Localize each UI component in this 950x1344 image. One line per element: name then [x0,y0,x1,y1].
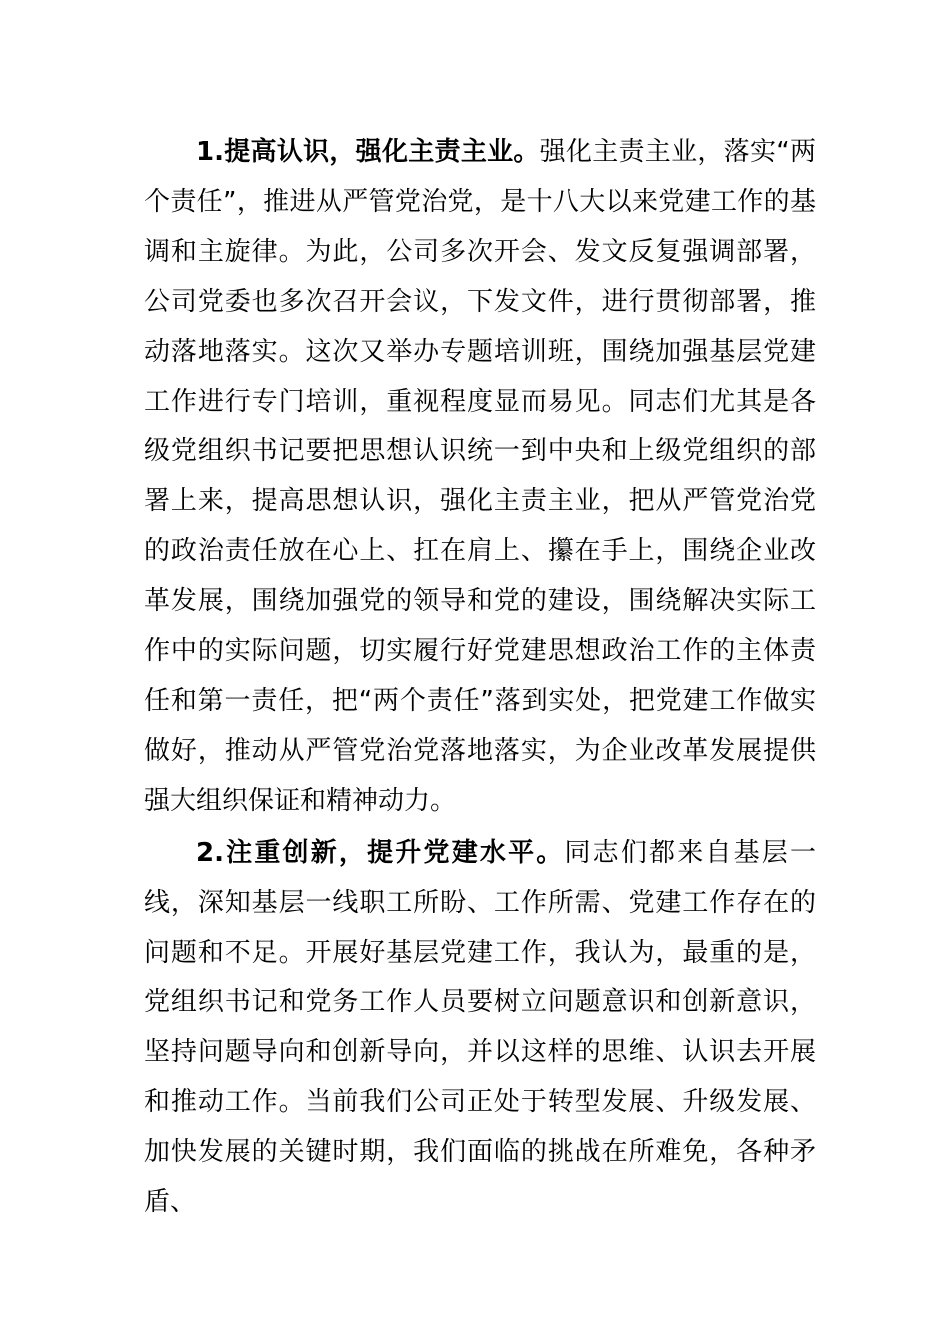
paragraph-2-heading: 2.注重创新，提升党建水平。 [196,837,565,868]
document-body [144,128,816,1228]
paragraph-1-text: 强化主责主业，落实“两个责任”，推进从严管党治党，是十八大以来党建工作的基调和主旋律。为此，公司多次开会、发文反复强调部署，公司党委也多次召开会议，下发文件，进行贯彻部署，推动落地落实。这次又举办专题培训班，围绕加强基层党建工作进行专门培训，重视程度显而易见。同志们尤其是各级党组织书记要把思想认识统一到中央和上级党组织的部署上来，提高思想认识，强化主责主业，把从严管党治党的政治责任放在心上、扛在肩上、攥在手上，围绕企业改革发展，围绕加强党的领导和党的建设，围绕解决实际工作中的实际问题，切实履行好党建思想政治工作的主体责任和第一责任，把“两个责任”落到实处，把党建工作做实做好，推动从严管党治党落地落实，为企业改革发展提供强大组织保证和精神动力。 [144,137,816,816]
paragraph-2 [144,829,816,1228]
paragraph-2-text: 同志们都来自基层一线，深知基层一线职工所盼、工作所需、党建工作存在的问题和不足。开展好基层党建工作，我认为，最重的是，党组织书记和党务工作人员要树立问题意识和创新意识，坚持问题导向和创新导向，并以这样的思维、认识去开展和推动工作。当前我们公司正处于转型发展、升级发展、加快发展的关键时期，我们面临的挑战在所难免，各种矛盾、 [144,837,816,1218]
paragraph-1-heading: 1.提高认识，强化主责主业。 [196,137,540,167]
paragraph-1 [144,128,816,827]
